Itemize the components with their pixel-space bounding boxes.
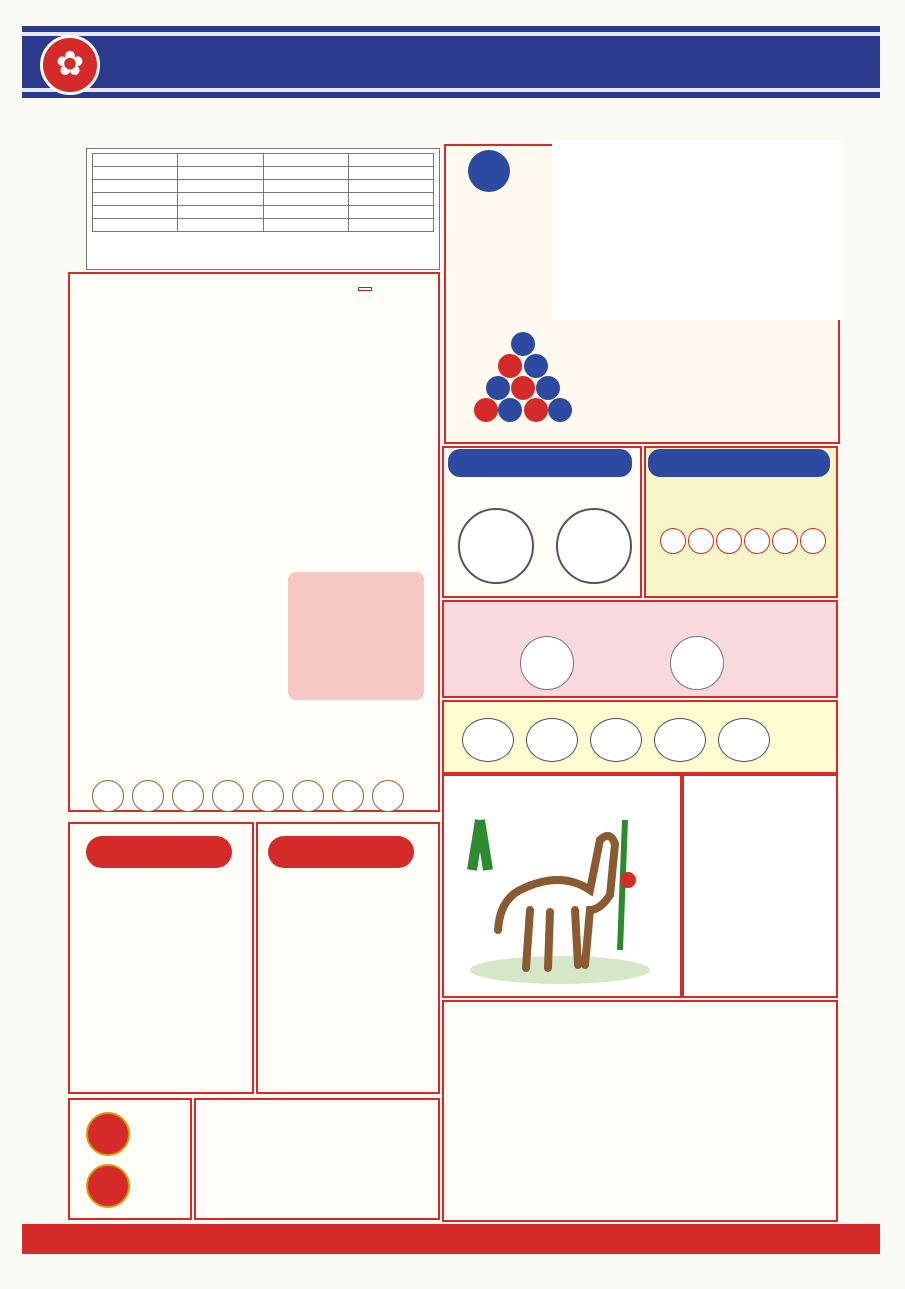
number-ball [132,780,164,812]
cell [93,193,178,206]
hint-panel [682,774,838,998]
number-ball [92,780,124,812]
result-ball [660,528,686,554]
result-ball [800,528,826,554]
count-ball [86,1164,130,1208]
number-ball [172,780,204,812]
lottery-balls-icon [458,330,588,434]
cell [348,206,433,219]
cell [263,180,348,193]
pick-ball [462,718,514,762]
col-header [178,154,263,167]
table-row [93,180,434,193]
pick-ball [654,718,706,762]
number-ball [372,780,404,812]
result-ball [744,528,770,554]
cell [348,180,433,193]
snake-icon [670,636,724,690]
zodiac-poem-title [268,836,414,868]
even-ring [556,508,632,584]
number-ball [252,780,284,812]
emblem-icon [40,35,100,95]
pick-numbers [462,718,770,762]
masthead-overlay [552,140,842,320]
col-header [93,154,178,167]
number-ball [332,780,364,812]
cell [178,206,263,219]
secret-picture [288,572,424,700]
cell [348,219,433,232]
result-ball [688,528,714,554]
count-ball [86,1112,130,1156]
col-header [348,154,433,167]
table-row [93,206,434,219]
result-ball [716,528,742,554]
cell [178,219,263,232]
number-ball [212,780,244,812]
header-bar [22,26,880,98]
footer-disclaimer [22,1224,880,1254]
pick-ball [718,718,770,762]
cell [263,167,348,180]
cell [348,167,433,180]
table-row [93,167,434,180]
meeting-panel [68,272,440,812]
table-row [93,193,434,206]
cell [93,167,178,180]
emblem-icon [468,150,510,192]
hot-cold-table [92,153,434,232]
gold-formula-panel [194,1098,440,1220]
cell [93,180,178,193]
cell [93,206,178,219]
cell [263,193,348,206]
cell [263,206,348,219]
monkey-icon [520,636,574,690]
pick-ball [526,718,578,762]
number-ball [292,780,324,812]
cell [178,193,263,206]
cell [178,180,263,193]
table-row [93,219,434,232]
cell [348,193,433,206]
last-count-panel [68,1098,192,1220]
special-code-title [86,836,232,868]
selected-numbers [92,780,404,812]
small-ring [458,508,534,584]
result-ball [772,528,798,554]
draw-result-title [648,449,830,477]
cell [263,219,348,232]
lucky-zodiac-panel [442,600,838,698]
draw-result-balls [660,528,826,554]
pick-ball [590,718,642,762]
hot-cold-table-panel [86,148,440,270]
today-special-title [448,449,632,477]
col-header [263,154,348,167]
cell [93,219,178,232]
confidential-badge [358,287,372,291]
cell [178,167,263,180]
horse-picture [450,800,672,990]
almanac-panel [442,1000,838,1222]
